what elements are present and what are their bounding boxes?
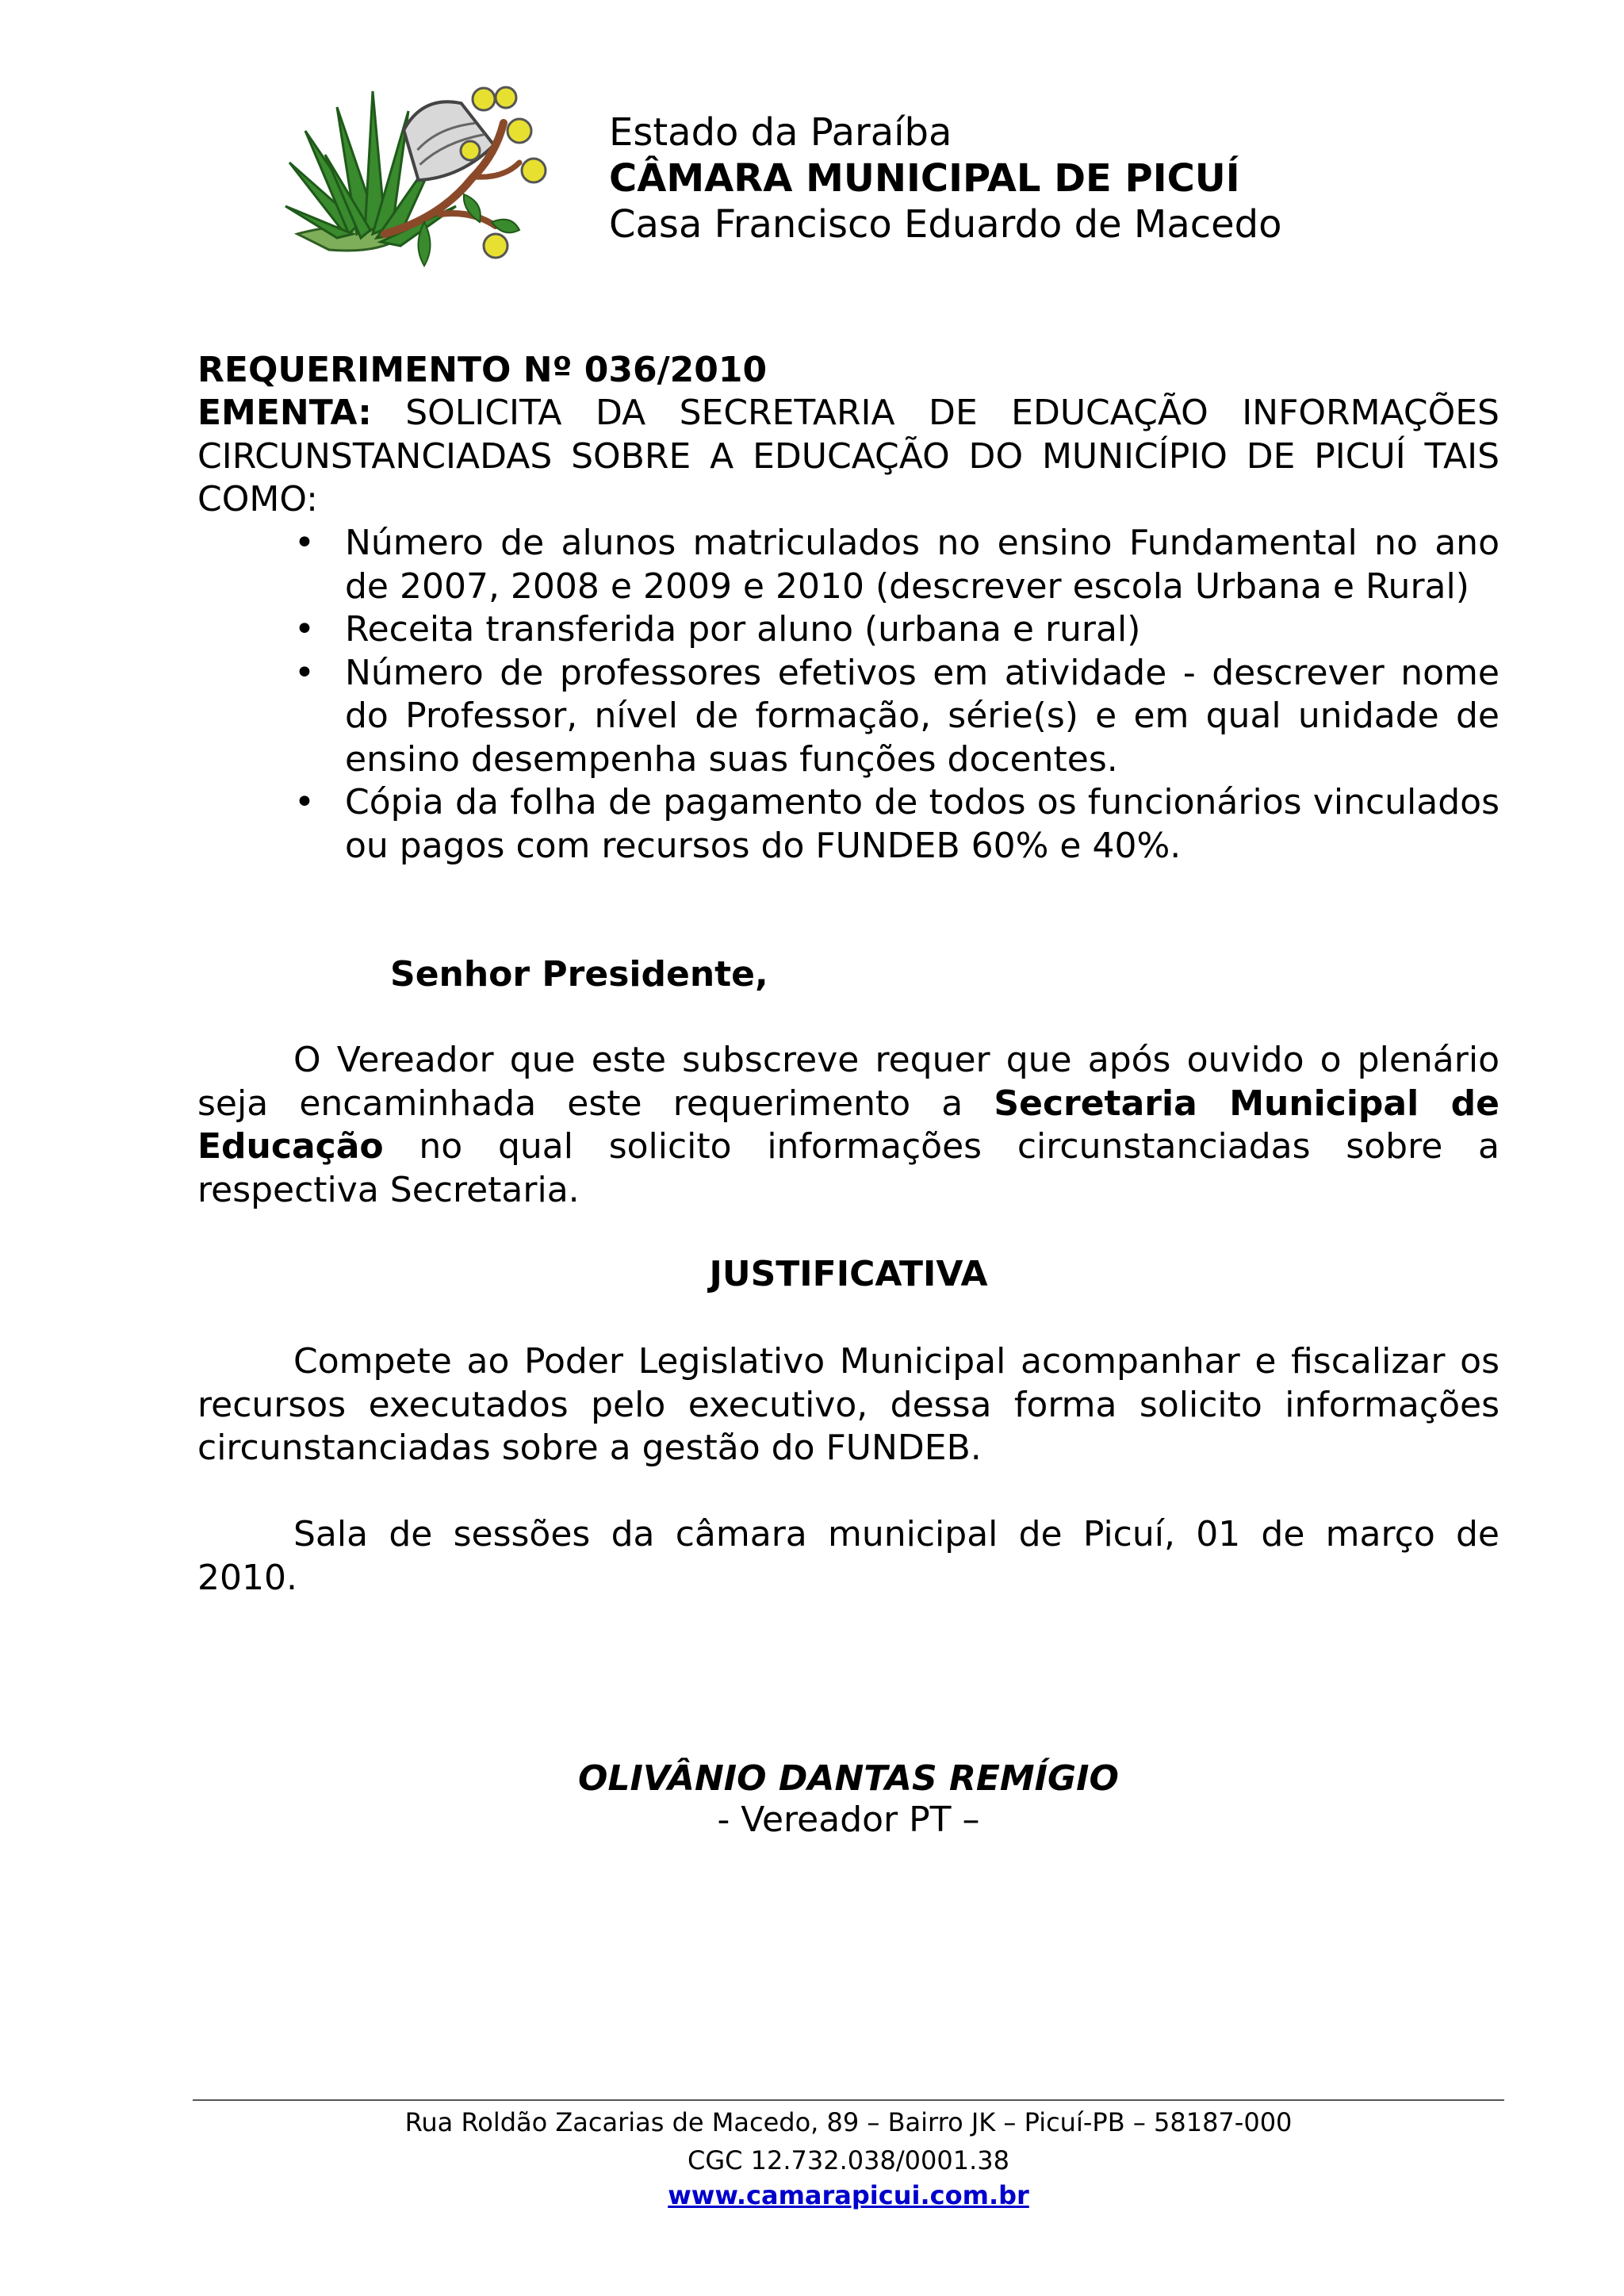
list-item (197, 608, 1500, 652)
footer-website-container (193, 2176, 1504, 2214)
information-list (197, 522, 1500, 868)
header (609, 109, 1282, 247)
signer-role: - Vereador PT – (717, 1800, 980, 1840)
request-paragraph-bold: Secretaria Municipal de Educação (197, 1083, 1500, 1167)
justification-title: JUSTIFICATIVA (709, 1254, 988, 1294)
request-paragraph-part2: no qual solicito informações circunstanciadas sobre a respectiva Secretaria. (197, 1126, 1500, 1210)
house-name: Casa Francisco Eduardo de Macedo (609, 202, 1282, 247)
list-item-text: Número de alunos matriculados no ensino Fundamental no ano de 2007, 2008 e 2009 e 2010 (descrever escola Urbana e Rural) (345, 523, 1500, 607)
list-item-text: Receita transferida por aluno (urbana e rural) (345, 609, 1141, 650)
bullet-icon: • (294, 523, 315, 563)
signer-name: OLIVÂNIO DANTAS REMÍGIO (578, 1758, 1119, 1799)
list-item-text: Cópia da folha de pagamento de todos os funcionários vinculados ou pagos com recursos do FUNDEB 60% e 40%. (345, 782, 1500, 866)
website-link[interactable]: www.camarapicui.com.br (668, 2180, 1029, 2210)
request-title: REQUERIMENTO Nº 036/2010 (197, 350, 768, 390)
justification-paragraph: Compete ao Poder Legislativo Municipal acompanhar e fiscalizar os recursos executados pelo executivo, dessa forma solicito informações circunstanciadas sobre a gestão do FUNDEB. (197, 1341, 1500, 1468)
list-item (197, 522, 1500, 608)
bullet-icon: • (294, 609, 315, 650)
request-paragraph (197, 1039, 1500, 1212)
state-name: Estado da Paraíba (609, 110, 952, 155)
ementa-text: SOLICITA DA SECRETARIA DE EDUCAÇÃO INFORMAÇÕES CIRCUNSTANCIADAS SOBRE A EDUCAÇÃO DO MUNICÍPIO DE PICUÍ TAIS COMO: (197, 393, 1500, 519)
bullet-icon: • (294, 782, 315, 822)
ementa (197, 392, 1500, 522)
bullet-icon: • (294, 652, 315, 693)
salutation: Senhor Presidente, (390, 954, 768, 995)
municipal-emblem-logo (282, 75, 567, 274)
list-item (197, 652, 1500, 782)
footer-divider (193, 2099, 1504, 2101)
chamber-name: CÂMARA MUNICIPAL DE PICUÍ (609, 156, 1240, 201)
footer-cgc: CGC 12.732.038/0001.38 (688, 2145, 1009, 2175)
list-item (197, 781, 1500, 868)
request-paragraph-part1: O Vereador que este subscreve requer que após ouvido o plenário seja encaminhada este requerimento a (197, 1040, 1500, 1124)
ementa-label: EMENTA: (197, 393, 372, 433)
date-paragraph: Sala de sessões da câmara municipal de Picuí, 01 de março de 2010. (197, 1514, 1500, 1598)
list-item-text: Número de professores efetivos em atividade - descrever nome do Professor, nível de formação, série(s) e em qual unidade de ensino desempenha suas funções docentes. (345, 652, 1500, 780)
footer-address: Rua Roldão Zacarias de Macedo, 89 – Bairro JK – Picuí-PB – 58187-000 (404, 2107, 1293, 2137)
